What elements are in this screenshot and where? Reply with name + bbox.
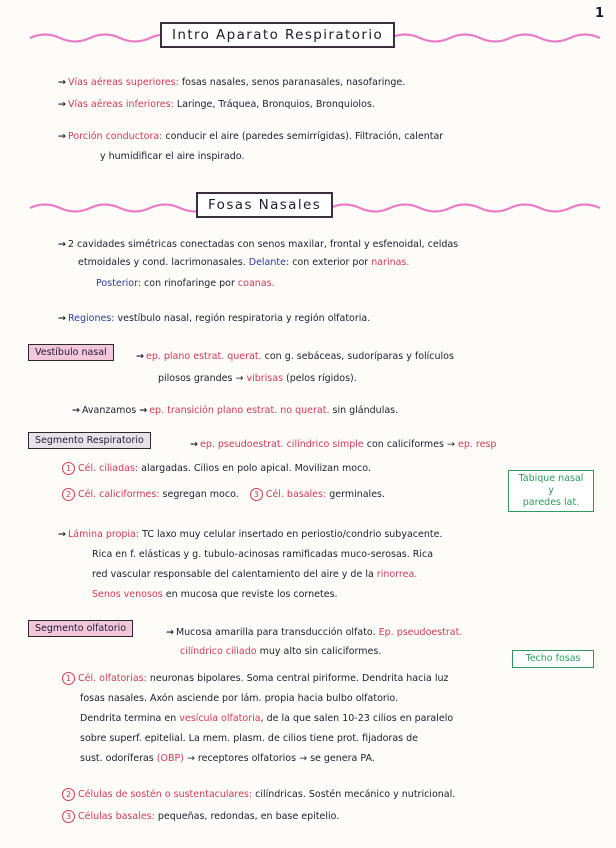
section-title-intro: Intro Aparato Respiratorio (160, 22, 395, 48)
olfatorio-cel-1: 1 Cél. olfatorias: neuronas bipolares. Soma central piriforme. Dendrita hacia luz (62, 672, 448, 686)
fosas-regiones: → Regiones: vestíbulo nasal, región respiratoria y región olfatoria. (58, 313, 371, 324)
respiratorio-ep: → ep. pseudoestrat. cilíndrico simple con caliciformes → ep. resp (190, 439, 497, 450)
note-techo-fosas: Techo fosas (512, 650, 594, 668)
vestibulo-line-1: → ep. plano estrat. querat. con g. sebáceas, sudoríparas y folículos (136, 351, 454, 362)
olfatorio-cel-3: 3 Células basales: pequeñas, redondas, en base epitelio. (62, 810, 339, 824)
intro-line-2: → Vías aéreas inferiores: Laringe, Tráquea, Bronquios, Bronquiolos. (58, 99, 375, 110)
olfatorio-cel-1-l5: sust. odoríferas (OBP) → receptores olfatorios → se genera PA. (80, 753, 375, 764)
intro-line-3: → Porción conductora: conducir el aire (paredes semirrígidas). Filtración, calentar (58, 131, 444, 142)
respiratorio-cel-1: 1 Cél. ciliadas: alargadas. Cilios en polo apical. Movilizan moco. (62, 462, 371, 476)
lamina-line-4: Senos venosos en mucosa que reviste los cornetes. (92, 589, 338, 600)
fosas-line-1: → 2 cavidades simétricas conectadas con senos maxilar, frontal y esfenoidal, celdas (58, 239, 459, 250)
olfatorio-cel-1-l2: fosas nasales. Axón asciende por lám. propia hacia bulbo olfatorio. (80, 693, 399, 704)
olfatorio-cel-2: 2 Células de sostén o sustentaculares: cilíndricas. Sostén mecánico y nutricional. (62, 788, 455, 802)
respiratorio-cel-2-3: 2 Cél. caliciformes: segregan moco. 3 Cél. basales: germinales. (62, 488, 385, 502)
fosas-line-3: Posterior: con rinofaringe por coanas. (96, 278, 275, 289)
olfatorio-line-1: → Mucosa amarilla para transducción olfato. Ep. pseudoestrat. (166, 627, 463, 638)
box-segmento-respiratorio: Segmento Respiratorio (28, 432, 151, 449)
olfatorio-line-2: cilíndrico ciliado muy alto sin caliciformes. (180, 646, 382, 657)
vestibulo-line-2: pilosos grandes → vibrisas (pelos rígidos). (158, 373, 357, 384)
fosas-line-2: etmoidales y cond. lacrimonasales. Delante: con exterior por narinas. (78, 257, 410, 268)
lamina-line-2: Rica en f. elásticas y g. tubulo-acinosas ramificadas muco-serosas. Rica (92, 549, 434, 560)
page-number: 1 (594, 6, 604, 21)
intro-line-1: → Vías aéreas superiores: fosas nasales, senos paranasales, nasofaringe. (58, 77, 406, 88)
section-title-fosas: Fosas Nasales (196, 192, 333, 218)
box-vestibulo-nasal: Vestíbulo nasal (28, 344, 114, 361)
vestibulo-avanzamos: → Avanzamos → ep. transición plano estrat. no querat. sin glándulas. (72, 405, 399, 416)
note-tabique: Tabique nasal y paredes lat. (508, 470, 594, 512)
olfatorio-cel-1-l3: Dendrita termina en vesícula olfatoria, de la que salen 10-23 cilios en paralelo (80, 713, 454, 724)
box-segmento-olfatorio: Segmento olfatorio (28, 620, 133, 637)
lamina-line-1: → Lámina propia: TC laxo muy celular insertado en periostio/condrio subyacente. (58, 529, 443, 540)
intro-line-4: y humidificar el aire inspirado. (100, 151, 245, 162)
olfatorio-cel-1-l4: sobre superf. epitelial. La mem. plasm. de cilios tiene prot. fijadoras de (80, 733, 418, 744)
lamina-line-3: red vascular responsable del calentamiento del aire y de la rinorrea. (92, 569, 418, 580)
